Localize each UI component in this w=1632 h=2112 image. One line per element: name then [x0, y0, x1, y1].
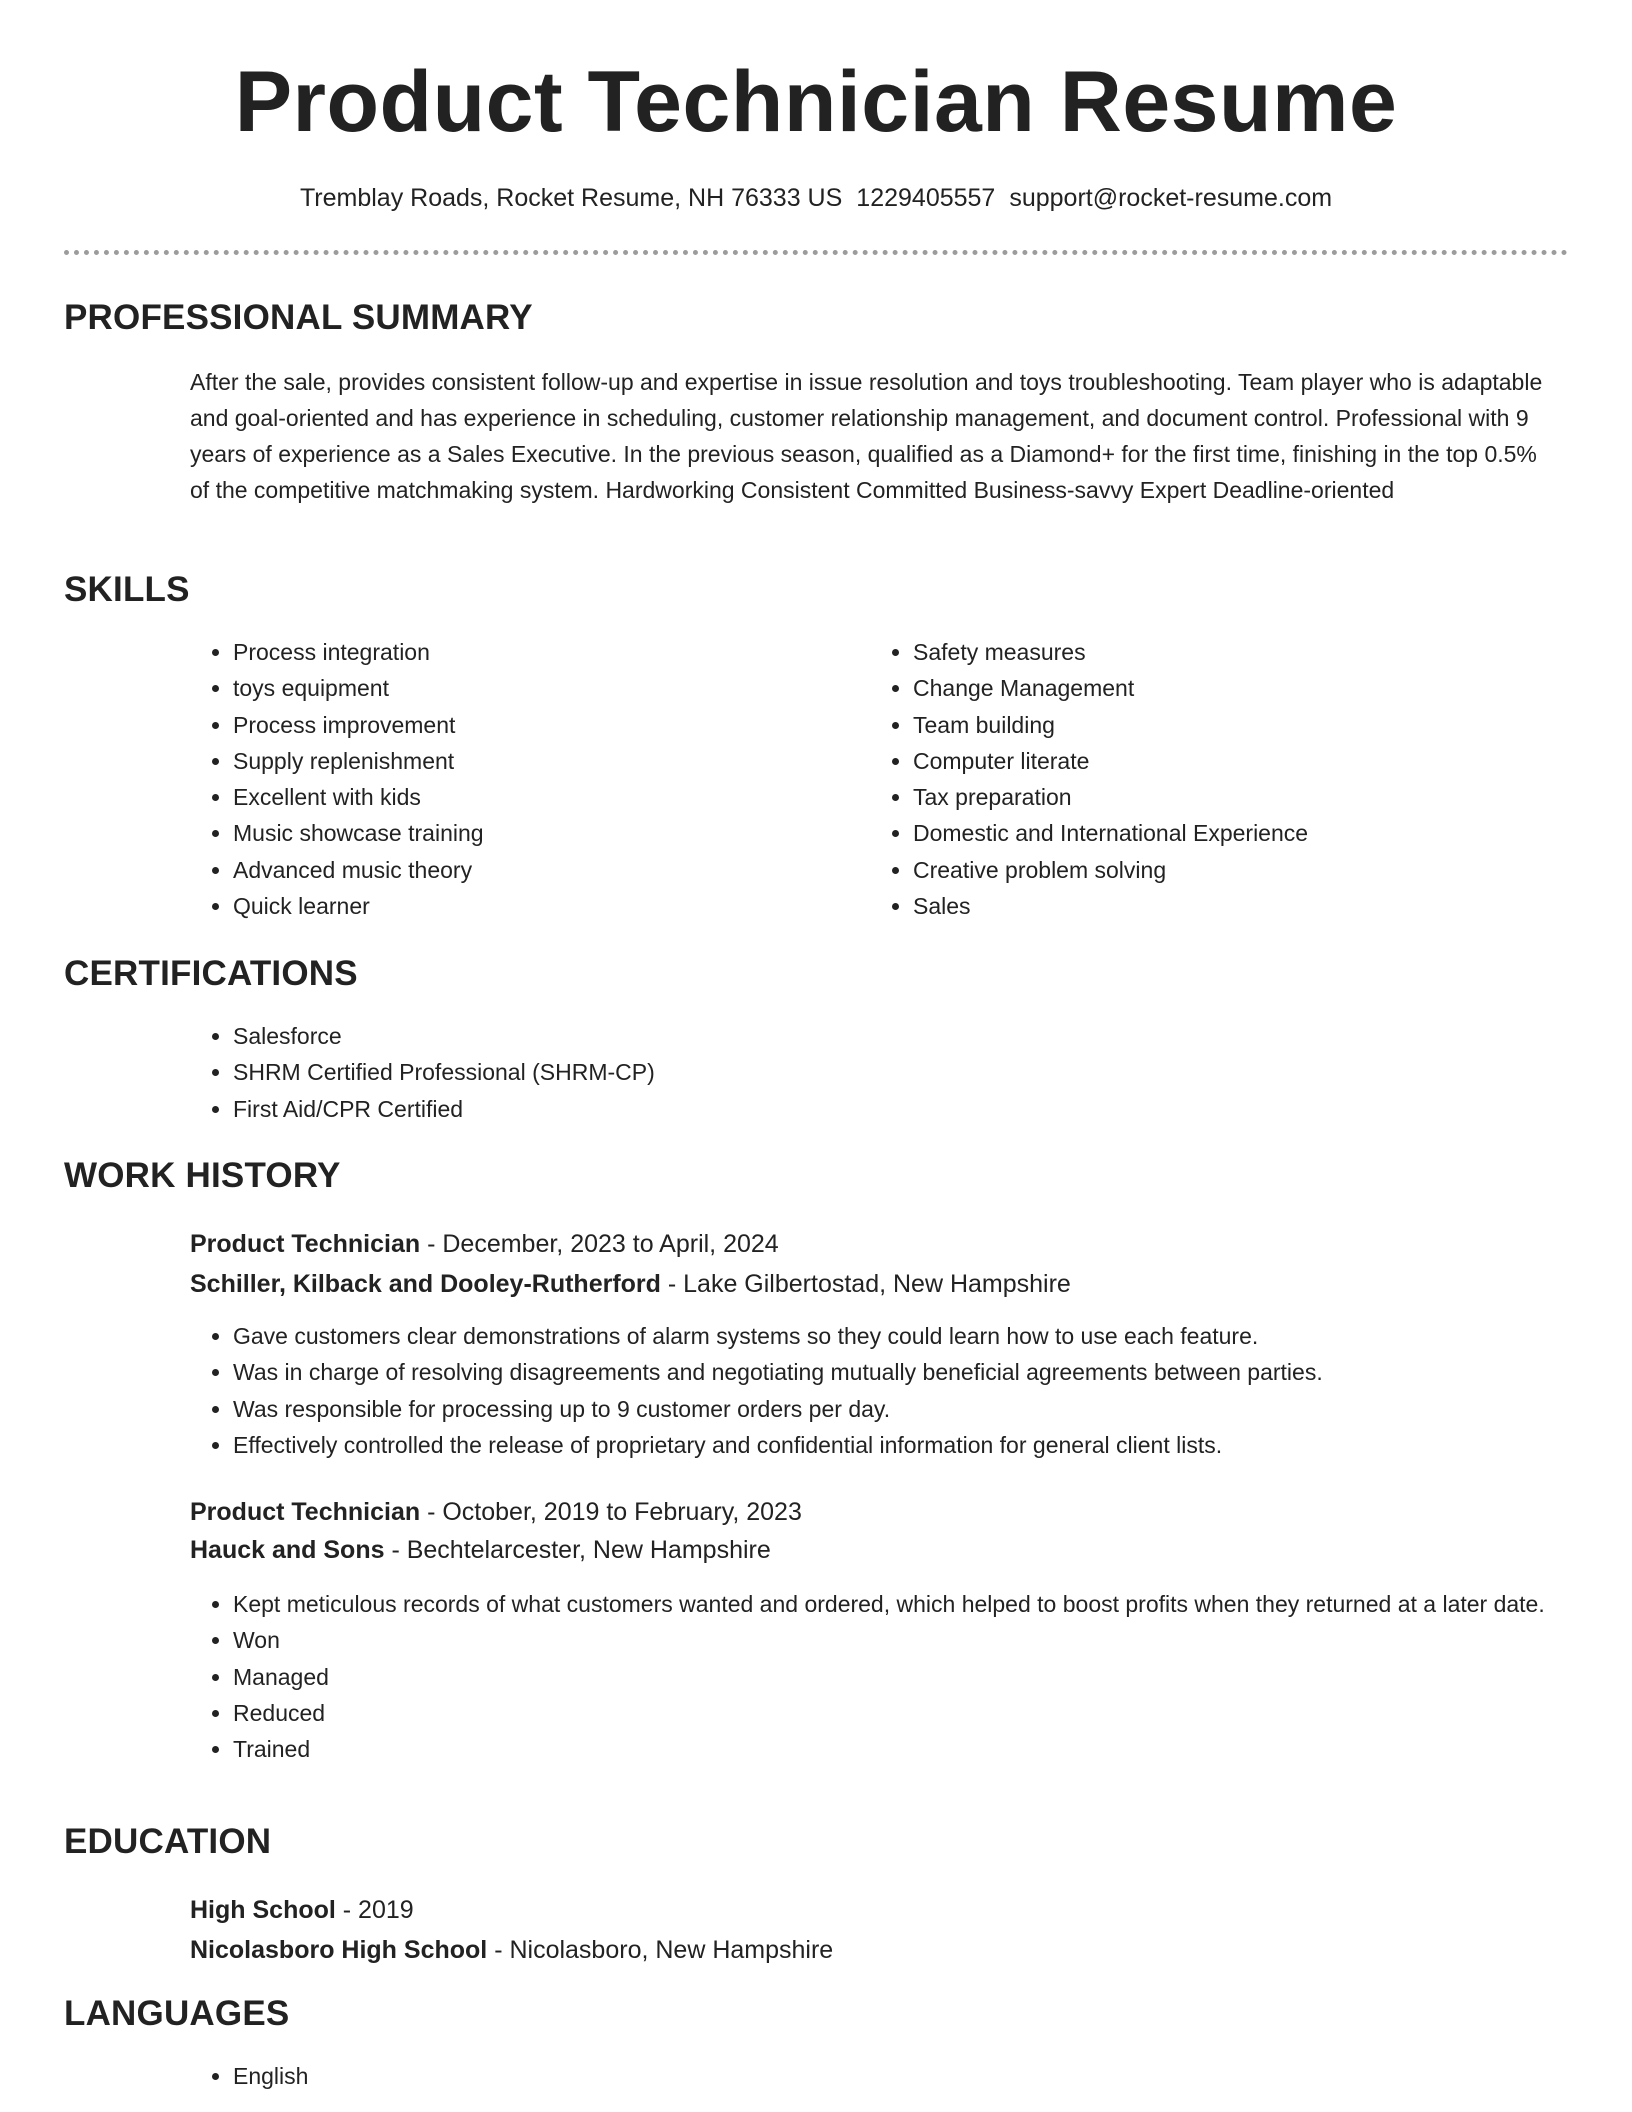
summary-text: After the sale, provides consistent follow-up and expertise in issue resolution and toys troubleshooting. Team player who is adaptable and goal-oriented and has experience in scheduling, customer relationship management, and document control. Professional with 9 years of experience as a Sales Executive. In the previous season, qualified as a Diamond+ for the first time, finishing in the top 0.5% of the competitive matchmaking system. Hardworking Consistent Committed Business-savvy Expert Deadline-oriented: [190, 369, 1543, 503]
job-2-company-line: [190, 1532, 771, 1568]
list-item: • Creative problem solving: [913, 852, 1593, 888]
job-2-title-line: [190, 1494, 802, 1530]
list-item: • Tax preparation: [913, 779, 1593, 815]
contact-email: support@rocket-resume.com: [1009, 184, 1333, 212]
list-item: • Gave customers clear demonstrations of alarm systems so they could learn how to use each feature.: [233, 1318, 1613, 1354]
skills-list-left: [190, 634, 853, 924]
list-item: • First Aid/CPR Certified: [233, 1091, 1533, 1127]
contact-phone: 1229405557: [856, 184, 996, 212]
list-item: • Trained: [233, 1731, 1613, 1767]
skills-list-right: [870, 634, 1593, 924]
job-dates: - October, 2019 to February, 2023: [420, 1498, 802, 1526]
list-item: • toys equipment: [233, 670, 853, 706]
contact-address: Tremblay Roads, Rocket Resume, NH 76333 US: [299, 184, 843, 212]
list-item: • Managed: [233, 1659, 1613, 1695]
job-title: Product Technician: [190, 1230, 421, 1258]
list-item: • Salesforce: [233, 1018, 1533, 1054]
list-item: • Excellent with kids: [233, 779, 853, 815]
section-title-summary: PROFESSIONAL SUMMARY: [64, 298, 533, 337]
job-1-title-line: [190, 1226, 779, 1262]
job-company: Schiller, Kilback and Dooley-Rutherford: [190, 1270, 661, 1298]
list-item: • Computer literate: [913, 743, 1593, 779]
education-degree-line: [190, 1892, 414, 1928]
section-title-skills: SKILLS: [64, 570, 190, 609]
list-item: • Domestic and International Experience: [913, 815, 1593, 851]
education-location: - Nicolasboro, New Hampshire: [487, 1936, 834, 1964]
section-title-languages: LANGUAGES: [64, 1994, 290, 2033]
job-company: Hauck and Sons: [190, 1536, 385, 1564]
list-item: • Team building: [913, 707, 1593, 743]
list-item: • Process integration: [233, 634, 853, 670]
list-item: • Supply replenishment: [233, 743, 853, 779]
list-item: • Safety measures: [913, 634, 1593, 670]
job-location: - Lake Gilbertostad, New Hampshire: [660, 1270, 1071, 1298]
list-item: • Was responsible for processing up to 9 customer orders per day.: [233, 1391, 1613, 1427]
list-item: • Sales: [913, 888, 1593, 924]
education-school-line: [190, 1932, 833, 1968]
list-item: • SHRM Certified Professional (SHRM-CP): [233, 1054, 1533, 1090]
list-item: • Was in charge of resolving disagreements and negotiating mutually beneficial agreements between parties.: [233, 1354, 1613, 1390]
job-1-duties: [190, 1318, 1613, 1463]
education-degree: High School: [190, 1896, 336, 1924]
job-dates: - December, 2023 to April, 2024: [420, 1230, 779, 1258]
job-title: Product Technician: [190, 1498, 421, 1526]
section-title-certifications: CERTIFICATIONS: [64, 954, 358, 993]
education-year: - 2019: [335, 1896, 414, 1924]
certifications-list: [190, 1018, 1533, 1127]
section-title-work-history: WORK HISTORY: [64, 1156, 341, 1195]
list-item: • Effectively controlled the release of proprietary and confidential information for general client lists.: [233, 1427, 1613, 1463]
job-1-company-line: [190, 1266, 1071, 1302]
education-school: Nicolasboro High School: [190, 1936, 488, 1964]
job-2-duties: [190, 1586, 1613, 1767]
contact-info: [0, 180, 1632, 216]
languages-list: [190, 2058, 1033, 2094]
list-item: • Quick learner: [233, 888, 853, 924]
header-divider: [64, 250, 1568, 255]
resume-title: Product Technician Resume: [234, 54, 1398, 150]
list-item: • English: [233, 2058, 1033, 2094]
list-item: • Kept meticulous records of what customers wanted and ordered, which helped to boost profits when they returned at a later date.: [233, 1586, 1613, 1622]
list-item: • Won: [233, 1622, 1613, 1658]
section-title-education: EDUCATION: [64, 1822, 272, 1861]
list-item: • Process improvement: [233, 707, 853, 743]
list-item: • Music showcase training: [233, 815, 853, 851]
job-location: - Bechtelarcester, New Hampshire: [384, 1536, 771, 1564]
list-item: • Advanced music theory: [233, 852, 853, 888]
list-item: • Reduced: [233, 1695, 1613, 1731]
list-item: • Change Management: [913, 670, 1593, 706]
